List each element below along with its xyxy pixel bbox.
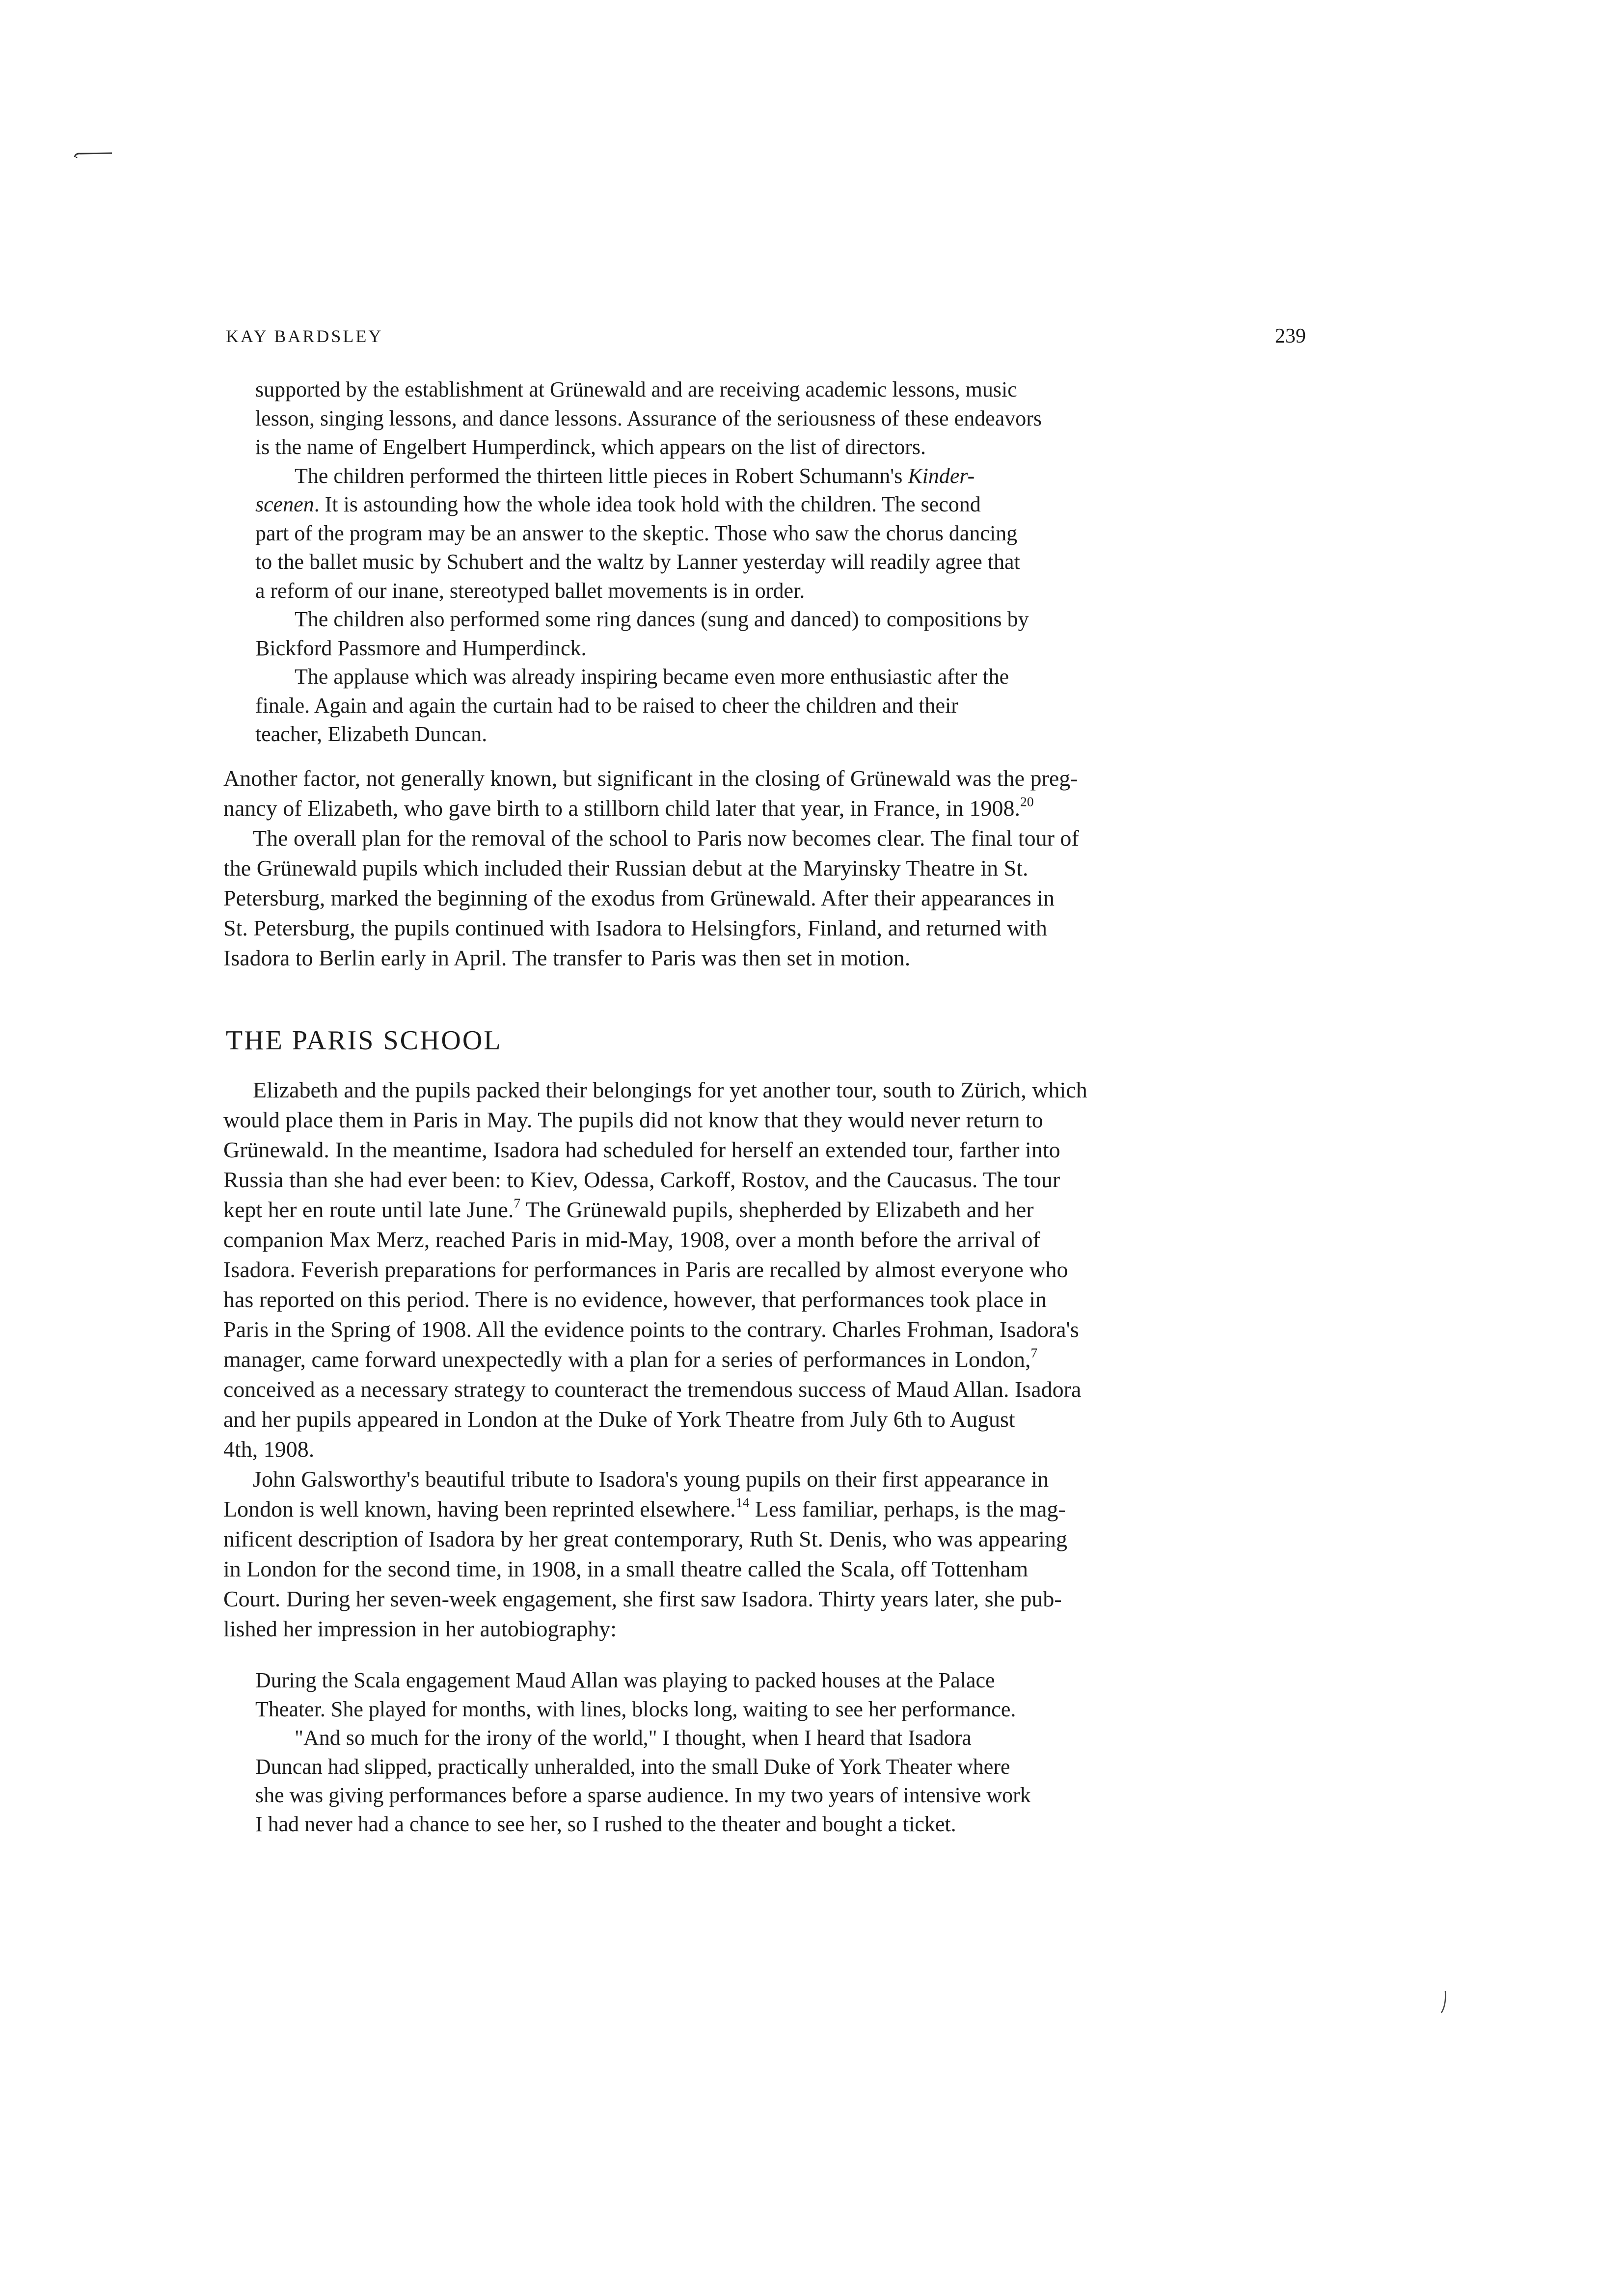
- text-line: Elizabeth and the pupils packed their belongings for yet another tour, south to Zürich, which: [253, 1077, 1087, 1102]
- title-italic: Kinder-: [908, 463, 975, 488]
- text-line: [223, 793, 1311, 823]
- block-quote-review: [255, 375, 1272, 749]
- text-line: Duncan had slipped, practically unheralded, into the small Duke of York Theater where: [255, 1754, 1010, 1779]
- text-line: Theater. She played for months, with lines, blocks long, waiting to see her performance.: [255, 1697, 1016, 1721]
- body-paragraphs-1: [223, 763, 1311, 973]
- text-line: lished her impression in her autobiography:: [223, 1616, 617, 1641]
- text-line: "And so much for the irony of the world," I thought, when I heard that Isadora: [295, 1726, 972, 1750]
- line-text: The Grünewald pupils, shepherded by Elizabeth and her: [520, 1197, 1034, 1222]
- footnote-ref: 7: [514, 1195, 521, 1211]
- line-text: Less familiar, perhaps, is the mag-: [749, 1496, 1066, 1522]
- text-line: finale. Again and again the curtain had to be raised to cheer the children and their: [255, 693, 958, 718]
- running-head-author: KAY BARDSLEY: [226, 326, 383, 346]
- line-text: kept her en route until late June.: [223, 1197, 514, 1222]
- margin-scan-mark: [1438, 1990, 1448, 2015]
- text-line: nificent description of Isadora by her great contemporary, Ruth St. Denis, who was appearing: [223, 1526, 1067, 1551]
- text-line: supported by the establishment at Grünewald and are receiving academic lessons, music: [255, 377, 1017, 401]
- text-line: part of the program may be an answer to the skeptic. Those who saw the chorus dancing: [255, 521, 1018, 545]
- text-line: 4th, 1908.: [223, 1437, 315, 1462]
- text-line: lesson, singing lessons, and dance lessons. Assurance of the seriousness of these endeavors: [255, 406, 1042, 430]
- footnote-ref: 20: [1020, 794, 1034, 809]
- text-line: St. Petersburg, the pupils continued with Isadora to Helsingfors, Finland, and returned with: [223, 915, 1047, 940]
- text-line: scenen. It is astounding how the whole idea took hold with the children. The second: [255, 492, 981, 516]
- running-head: [226, 326, 1306, 356]
- text-line: teacher, Elizabeth Duncan.: [255, 722, 487, 746]
- text-line: and her pupils appeared in London at the Duke of York Theatre from July 6th to August: [223, 1407, 1015, 1432]
- page-number: 239: [1275, 325, 1306, 347]
- text-line: would place them in Paris in May. The pupils did not know that they would never return to: [223, 1107, 1043, 1132]
- text-line: The overall plan for the removal of the school to Paris now becomes clear. The final tour of: [253, 826, 1079, 851]
- text-line: the Grünewald pupils which included their Russian debut at the Maryinsky Theatre in St.: [223, 855, 1029, 881]
- footnote-ref: 7: [1030, 1345, 1038, 1361]
- line-text: nancy of Elizabeth, who gave birth to a stillborn child later that year, in France, in 1908.: [223, 796, 1021, 821]
- text-line: Isadora to Berlin early in April. The transfer to Paris was then set in motion.: [223, 945, 911, 970]
- text-line: Court. During her seven-week engagement, she first saw Isadora. Thirty years later, she pub-: [223, 1586, 1062, 1611]
- text-line: has reported on this period. There is no evidence, however, that performances took place in: [223, 1287, 1047, 1312]
- title-italic: scenen: [255, 492, 314, 516]
- text-line: Isadora. Feverish preparations for performances in Paris are recalled by almost everyone who: [223, 1257, 1068, 1282]
- corner-scan-mark: [74, 152, 113, 158]
- text-line: to the ballet music by Schubert and the waltz by Lanner yesterday will readily agree that: [255, 550, 1020, 574]
- text-line: The applause which was already inspiring became even more enthusiastic after the: [295, 665, 1009, 689]
- text-line: The children performed the thirteen little pieces in Robert Schumann's Kinder-: [295, 463, 975, 488]
- text-line: Bickford Passmore and Humperdinck.: [255, 636, 587, 660]
- text-line: she was giving performances before a sparse audience. In my two years of intensive work: [255, 1783, 1031, 1807]
- text-line: I had never had a chance to see her, so I rushed to the theater and bought a ticket.: [255, 1812, 956, 1836]
- text-line: During the Scala engagement Maud Allan was playing to packed houses at the Palace: [255, 1668, 995, 1692]
- text-line: companion Max Merz, reached Paris in mid-May, 1908, over a month before the arrival of: [223, 1227, 1040, 1252]
- text-line: Russia than she had ever been: to Kiev, Odessa, Carkoff, Rostov, and the Caucasus. The tour: [223, 1167, 1060, 1192]
- line-text: manager, came forward unexpectedly with a plan for a series of performances in London,: [223, 1347, 1031, 1372]
- line-text: London is well known, having been reprinted elsewhere.: [223, 1496, 736, 1522]
- text-line: John Galsworthy's beautiful tribute to Isadora's young pupils on their first appearance in: [253, 1467, 1049, 1492]
- section-heading: THE PARIS SCHOOL: [226, 1025, 502, 1056]
- text-line: in London for the second time, in 1908, in a small theatre called the Scala, off Tottenham: [223, 1556, 1029, 1581]
- text-line: Paris in the Spring of 1908. All the evidence points to the contrary. Charles Frohman, Isadora's: [223, 1317, 1079, 1342]
- text-line: [223, 1195, 1311, 1225]
- footnote-ref: 14: [735, 1495, 750, 1510]
- text-line: is the name of Engelbert Humperdinck, which appears on the list of directors.: [255, 435, 926, 459]
- text-line: [223, 1344, 1311, 1374]
- text-line: Grünewald. In the meantime, Isadora had scheduled for herself an extended tour, farther into: [223, 1137, 1060, 1162]
- text-line: Petersburg, marked the beginning of the exodus from Grünewald. After their appearances in: [223, 885, 1055, 910]
- text-line: Another factor, not generally known, but significant in the closing of Grünewald was the preg-: [223, 766, 1078, 791]
- text-line: The children also performed some ring dances (sung and danced) to compositions by: [295, 607, 1029, 631]
- text-line: conceived as a necessary strategy to counteract the tremendous success of Maud Allan. Isadora: [223, 1377, 1082, 1402]
- block-quote-st-denis: [255, 1666, 1272, 1839]
- text-line: [223, 1494, 1311, 1524]
- body-paragraphs-2: [223, 1075, 1311, 1644]
- text-line: a reform of our inane, stereotyped ballet movements is in order.: [255, 578, 805, 603]
